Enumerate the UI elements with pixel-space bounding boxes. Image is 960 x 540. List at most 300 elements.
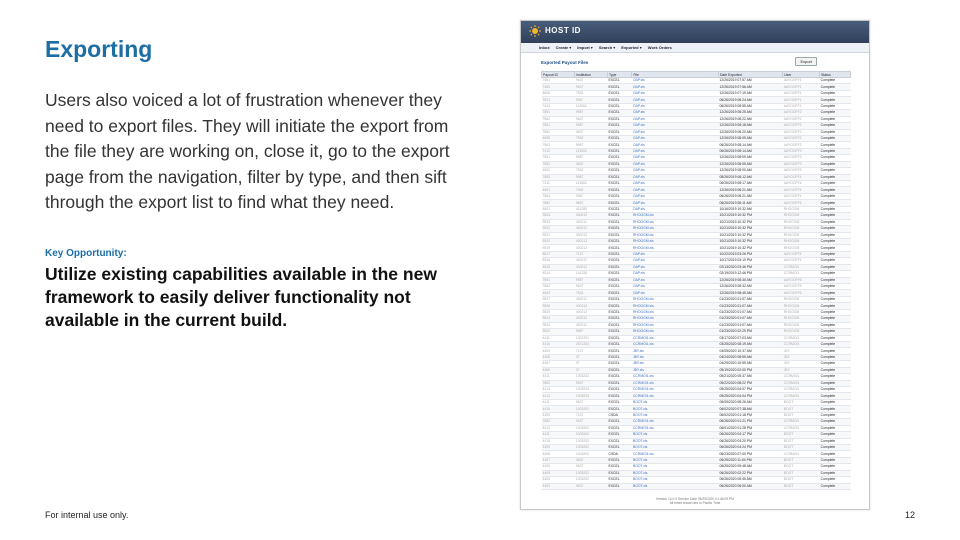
table-cell: 1003202 (575, 438, 608, 444)
table-cell[interactable]: OAP.xls (632, 155, 719, 161)
table-cell: Complete (820, 412, 851, 418)
table-cell: Complete (820, 303, 851, 309)
table-cell: 9520 (542, 238, 575, 244)
table-cell: 1002201 (575, 335, 608, 341)
table-cell: BOOT (783, 464, 820, 470)
table-cell[interactable]: BOOT.xls (632, 432, 719, 438)
table-cell: EXCEL (608, 213, 632, 219)
table-cell: EXCEL (608, 470, 632, 476)
table-cell[interactable]: RHOGGM.xls (632, 219, 719, 225)
table-cell: 4411 (542, 399, 575, 405)
table-cell: RHOGGM (783, 219, 820, 225)
table-cell: AAYOOFF2 (783, 110, 820, 116)
table-cell: EXCEL (608, 97, 632, 103)
table-cell: 4413 (542, 387, 575, 393)
table-cell[interactable]: OAP.xls (632, 97, 719, 103)
table-cell[interactable]: RHOGGM.xls (632, 322, 719, 328)
table-cell: 7532 (575, 90, 608, 96)
table-cell: 9637 (575, 78, 608, 84)
table-cell: AAYOOFF2 (783, 116, 820, 122)
table-cell: 4403 (542, 483, 575, 489)
table-cell: Complete (820, 213, 851, 219)
table-cell: BOOT (783, 432, 820, 438)
table-cell: 06/26/2019 08:55 AM (718, 103, 782, 109)
table-cell: 12/26/2019 08:45 AM (718, 290, 782, 296)
column-header[interactable]: Institution (575, 72, 608, 78)
table-cell: 7411 (542, 181, 575, 187)
table-cell[interactable]: OAP.xls (632, 78, 719, 84)
table-cell: Complete (820, 348, 851, 354)
table-cell: 06/26/2019 08:17 AM (718, 181, 782, 187)
table-cell: CCRMOI1 (783, 264, 820, 270)
table-cell: Complete (820, 84, 851, 90)
export-button[interactable]: Export (795, 57, 817, 66)
table-cell: 400212 (575, 322, 608, 328)
table-cell: 06/26/2019 08:14 AM (718, 148, 782, 154)
table-cell: 01/23/2020 01:07 AM (718, 296, 782, 302)
table-cell: 4601 (542, 187, 575, 193)
table-cell: EXCEL (608, 245, 632, 251)
key-opportunity-text: Utilize existing capabilities available in the new framework to easily deliver functionality not available in the current build. (45, 264, 437, 330)
table-cell: 4407 (542, 457, 575, 463)
table-cell[interactable]: JBY.xls (632, 354, 719, 360)
sun-logo-icon (529, 25, 541, 37)
screenshot-footer (521, 497, 869, 505)
table-cell[interactable]: OAP.xls (632, 129, 719, 135)
table-cell: 7863 (542, 193, 575, 199)
table-cell: Complete (820, 361, 851, 367)
table-cell: Complete (820, 219, 851, 225)
export-page-screenshot (520, 20, 870, 510)
table-cell: RHOGGM (783, 303, 820, 309)
table-cell: 4405 (542, 470, 575, 476)
table-cell: AAYOOFF3 (783, 142, 820, 148)
table-cell: 400212 (575, 264, 608, 270)
table-cell: EXCEL (608, 200, 632, 206)
table-cell: 06/26/2019 08:24 AM (718, 97, 782, 103)
table-cell: 12/26/2019 08:22 AM (718, 116, 782, 122)
table-cell: 400212 (575, 226, 608, 232)
table-cell: 06/26/2020 04:24 PM (718, 444, 782, 450)
table-cell: 06/26/2019 08:21 AM (718, 193, 782, 199)
table-cell: JBY (783, 361, 820, 367)
nav-import[interactable]: Import ▾ (577, 45, 593, 50)
table-cell[interactable]: OAP.xls (632, 142, 719, 148)
table-cell[interactable]: CCRMOI1.xls (632, 335, 719, 341)
table-cell: EXCEL (608, 116, 632, 122)
table-cell: 9524 (542, 213, 575, 219)
table-cell: 8516 (542, 258, 575, 264)
table-cell: 01/23/2020 01:07 AM (718, 309, 782, 315)
table-cell: 9637 (575, 483, 608, 489)
table-cell: BOOT (783, 457, 820, 463)
table-cell: 12/26/2019 08:32 AM (718, 284, 782, 290)
column-header[interactable]: File (632, 72, 719, 78)
table-cell: Complete (820, 97, 851, 103)
table-cell[interactable]: JBY.xls (632, 361, 719, 367)
table-cell[interactable]: BOOT.xls (632, 457, 719, 463)
table-cell: Complete (820, 161, 851, 167)
table-cell: 4410 (542, 438, 575, 444)
table-cell: Complete (820, 387, 851, 393)
table-cell: CCRMOI1 (783, 425, 820, 431)
table-cell: RHOGGM (783, 226, 820, 232)
table-cell: Complete (820, 464, 851, 470)
table-cell[interactable]: BOOT.xls (632, 477, 719, 483)
table-cell: 4406 (542, 367, 575, 373)
table-cell: RHOGGM (783, 322, 820, 328)
table-cell: 9637 (575, 399, 608, 405)
table-cell: EXCEL (608, 354, 632, 360)
table-cell[interactable]: OAP.xls (632, 290, 719, 296)
column-header[interactable]: Type (608, 72, 632, 78)
table-cell[interactable]: BOOT.xls (632, 399, 719, 405)
nav-search[interactable]: Search ▾ (598, 45, 616, 50)
table-cell: 06/25/2020 11:04 PM (718, 457, 782, 463)
table-cell: 4409 (542, 348, 575, 354)
table-cell: 7461 (542, 78, 575, 84)
table-cell[interactable]: OAP.xls (632, 148, 719, 154)
column-header[interactable]: User (783, 72, 820, 78)
table-cell: 9987 (575, 97, 608, 103)
table-cell[interactable]: RHOGGM.xls (632, 303, 719, 309)
table-cell[interactable]: OAP.xls (632, 90, 719, 96)
table-cell[interactable]: OAP.xls (632, 271, 719, 277)
table-cell: EXCEL (608, 142, 632, 148)
table-cell: RHOGGM (783, 309, 820, 315)
table-cell: Complete (820, 232, 851, 238)
table-cell: 4412 (542, 425, 575, 431)
table-cell: RHOGGM (783, 316, 820, 322)
table-cell: AAYOOFF2 (783, 129, 820, 135)
table-cell: EXCEL (608, 419, 632, 425)
table-cell: 06/05/2020 08:26 AM (718, 399, 782, 405)
table-cell: BOOT (783, 399, 820, 405)
table-cell: AAYOOFF5 (783, 277, 820, 283)
table-cell: 06/26/2020 06:00 AM (718, 483, 782, 489)
table-cell: 7862 (542, 380, 575, 386)
table-cell[interactable]: CCRMOI1.xls (632, 451, 719, 457)
table-cell: EXCEL (608, 148, 632, 154)
table-cell: Complete (820, 116, 851, 122)
table-cell[interactable]: OAP.xls (632, 258, 719, 264)
table-cell: AAYOOFF1 (783, 84, 820, 90)
table-cell: EXCEL (608, 374, 632, 380)
table-cell: RHOGGM (783, 296, 820, 302)
table-cell: 9987 (575, 110, 608, 116)
table-cell: Complete (820, 168, 851, 174)
table-cell: 7851 (542, 155, 575, 161)
table-cell[interactable]: BOOT.xls (632, 483, 719, 489)
table-cell: BOOT (783, 477, 820, 483)
nav-inbox[interactable]: Inbox (539, 45, 550, 50)
table-cell: 06/26/2020 04:17 PM (718, 432, 782, 438)
table-cell[interactable]: OAP.xls (632, 264, 719, 270)
table-cell: CCRMOI1 (783, 387, 820, 393)
table-cell: 01/23/2020 01:07 AM (718, 316, 782, 322)
table-cell: 06/26/2020 05:45 AM (718, 477, 782, 483)
table-cell: 9526 (542, 303, 575, 309)
table-cell: 7862 (542, 200, 575, 206)
table-cell: AAYOOFF3 (783, 161, 820, 167)
footer-disclaimer: For internal use only. (45, 510, 129, 520)
table-cell: RHOGGM (783, 232, 820, 238)
table-cell: EXCEL (608, 219, 632, 225)
table-cell[interactable]: RHOGGM.xls (632, 213, 719, 219)
column-header[interactable]: Status (820, 72, 851, 78)
table-cell: EXCEL (608, 90, 632, 96)
table-cell: 1003203 (575, 393, 608, 399)
table-cell: 7412 (542, 148, 575, 154)
table-cell: CCRMOI1 (783, 374, 820, 380)
table-cell: EXCEL (608, 296, 632, 302)
table-cell[interactable]: BOOT.xls (632, 464, 719, 470)
table-cell[interactable]: RHOGGM.xls (632, 226, 719, 232)
table-cell[interactable]: RHOGGM.xls (632, 245, 719, 251)
table-cell: 7861 (542, 123, 575, 129)
table-cell: RHOGGM (783, 213, 820, 219)
table-cell[interactable]: OAP.xls (632, 123, 719, 129)
table-cell: EXCEL (608, 477, 632, 483)
table-cell: Complete (820, 290, 851, 296)
table-cell: 9524 (542, 316, 575, 322)
table-cell: CCRMOI1 (783, 335, 820, 341)
table-cell[interactable]: OAP.xls (632, 103, 719, 109)
table-cell: AAYOOFF5 (783, 290, 820, 296)
table-cell: 10/21/2019 10:32 PM (718, 232, 782, 238)
table-cell: CCRMOI1 (783, 419, 820, 425)
table-cell: Complete (820, 206, 851, 212)
table-cell: 12/26/2019 08:05 AM (718, 161, 782, 167)
table-cell: AAYOOFF1 (783, 90, 820, 96)
table-cell: Complete (820, 470, 851, 476)
table-cell: 7532 (575, 290, 608, 296)
table-cell[interactable]: RHOGGM.xls (632, 329, 719, 335)
table-cell: EXCEL (608, 168, 632, 174)
table-cell: Complete (820, 438, 851, 444)
table-cell: 10/16/2019 10:32 AM (718, 206, 782, 212)
nav-work-orders[interactable]: Work Orders (647, 45, 672, 50)
table-cell[interactable]: CCRMOI1.xls (632, 387, 719, 393)
table-cell: Complete (820, 393, 851, 399)
nav-exported[interactable]: Exported ▾ (621, 45, 642, 50)
table-cell[interactable]: OAP.xls (632, 193, 719, 199)
table-cell: CSDA (608, 412, 632, 418)
table-cell: Complete (820, 296, 851, 302)
table-cell[interactable]: OAP.xls (632, 110, 719, 116)
table-cell: 9523 (542, 219, 575, 225)
table-cell: 9521 (542, 232, 575, 238)
table-cell: EXCEL (608, 322, 632, 328)
table-cell: 12/26/2019 08:09 AM (718, 155, 782, 161)
table-cell: EXCEL (608, 187, 632, 193)
table-cell: EXCEL (608, 329, 632, 335)
table-cell: Complete (820, 258, 851, 264)
column-header[interactable]: Date Exported (718, 72, 782, 78)
table-cell: Complete (820, 200, 851, 206)
table-cell: Complete (820, 316, 851, 322)
table-cell: 9637 (575, 284, 608, 290)
table-cell: 1003202 (575, 451, 608, 457)
table-cell: 06/26/2020 02:22 PM (718, 470, 782, 476)
table-cell: 9987 (575, 174, 608, 180)
table-cell: Complete (820, 110, 851, 116)
table-cell[interactable]: BOOT.xls (632, 412, 719, 418)
table-cell: 10/21/2019 10:32 PM (718, 238, 782, 244)
table-cell[interactable]: RHOGGM.xls (632, 296, 719, 302)
table-cell: 9525 (542, 309, 575, 315)
table-cell: 7862 (542, 419, 575, 425)
table-cell: AAYOOFF1 (783, 78, 820, 84)
table-cell[interactable]: OAP.xls (632, 284, 719, 290)
table-cell[interactable]: OAP.xls (632, 168, 719, 174)
table-cell: EXCEL (608, 361, 632, 367)
table-cell[interactable]: OAP.xls (632, 187, 719, 193)
page-number: 12 (905, 510, 916, 520)
table-cell: EXCEL (608, 206, 632, 212)
table-cell: 2571201 (575, 341, 608, 347)
table-cell: 4408 (542, 354, 575, 360)
table-cell: Complete (820, 432, 851, 438)
table-cell: 04/05/2020 10:37 AM (718, 348, 782, 354)
table-cell: 9987 (575, 123, 608, 129)
table-cell: 7821 (542, 97, 575, 103)
table-cell: EXCEL (608, 123, 632, 129)
table-cell: EXCEL (608, 290, 632, 296)
table-cell[interactable]: OAP.xls (632, 251, 719, 257)
table-cell[interactable]: RHOGGM.xls (632, 309, 719, 315)
table-cell: 400212 (575, 309, 608, 315)
table-cell: AAYOOFF5 (783, 200, 820, 206)
table-cell: AAYOOFF4 (783, 187, 820, 193)
table-cell: BOOT (783, 406, 820, 412)
table-cell: 7532 (575, 135, 608, 141)
table-cell: 12/26/2019 08:25 AM (718, 110, 782, 116)
table-cell[interactable]: RHOGGM.xls (632, 316, 719, 322)
table-cell: 4404 (542, 477, 575, 483)
table-cell: EXCEL (608, 367, 632, 373)
table-cell: 04/29/2020 10:55 AM (718, 361, 782, 367)
table-cell: 9987 (575, 329, 608, 335)
table-cell: AAYOOFF3 (783, 155, 820, 161)
app-header (521, 21, 869, 43)
table-cell: Complete (820, 193, 851, 199)
table-cell[interactable]: OAP.xls (632, 116, 719, 122)
table-cell[interactable]: RHOGGM.xls (632, 238, 719, 244)
table-cell: 01/23/2020 01:07 AM (718, 303, 782, 309)
table-cell: EXCEL (608, 406, 632, 412)
table-cell[interactable]: CCRMOI1.xls (632, 419, 719, 425)
table-cell[interactable]: JBY.xls (632, 348, 719, 354)
table-cell: Complete (820, 123, 851, 129)
table-cell: 9987 (575, 155, 608, 161)
table-cell[interactable]: BOOT.xls (632, 438, 719, 444)
table-cell: EXCEL (608, 432, 632, 438)
table-cell: CCRMOI1 (783, 451, 820, 457)
table-cell: CCRMOI1 (783, 380, 820, 386)
table-cell[interactable]: CCRMOI1.xls (632, 393, 719, 399)
table-cell: 1003202 (575, 406, 608, 412)
table-cell: 4409 (542, 412, 575, 418)
table-cell: AAYOOFF4 (783, 193, 820, 199)
table-cell: 12/26/2019 07:57 AM (718, 78, 782, 84)
table-cell: 06/02/2020 07:38 AM (718, 406, 782, 412)
app-nav-bar (521, 43, 869, 53)
table-cell: Complete (820, 148, 851, 154)
table-cell: 1003202 (575, 374, 608, 380)
table-cell: AAYOOFF3 (783, 168, 820, 174)
table-cell: BOOT (783, 444, 820, 450)
page-title: Exported Payout Files (541, 60, 589, 65)
table-cell[interactable]: OAP.xls (632, 206, 719, 212)
column-header[interactable]: Payout ID (542, 72, 575, 78)
table-cell[interactable]: RHOGGM.xls (632, 232, 719, 238)
table-cell: Complete (820, 174, 851, 180)
table-cell: 4606 (542, 90, 575, 96)
table-cell[interactable]: OAP.xls (632, 161, 719, 167)
table-cell: 7863 (542, 142, 575, 148)
table-cell: 400212 (575, 296, 608, 302)
table-cell: 01/23/2020 01:07 AM (718, 322, 782, 328)
table-cell: 06/25/2020 05:48 AM (718, 464, 782, 470)
table-cell: Complete (820, 406, 851, 412)
table-cell: 1003203 (575, 387, 608, 393)
table-cell: AAYOOFF2 (783, 135, 820, 141)
table-cell: 400212 (575, 303, 608, 309)
table-cell: EXCEL (608, 251, 632, 257)
table-cell[interactable]: BOOT.xls (632, 406, 719, 412)
table-cell: EXCEL (608, 425, 632, 431)
table-cell[interactable]: JBY.xls (632, 367, 719, 373)
table-cell: EXCEL (608, 348, 632, 354)
table-cell: 400212 (575, 213, 608, 219)
table-cell[interactable]: BOOT.xls (632, 444, 719, 450)
table-cell: 4515 (542, 264, 575, 270)
table-cell[interactable]: CCRMOI1.xls (632, 380, 719, 386)
nav-create[interactable]: Create ▾ (555, 45, 572, 50)
table-cell: 02/19/2019 12:46 PM (718, 271, 782, 277)
table-cell: JBY (783, 354, 820, 360)
table-cell: 7852 (542, 161, 575, 167)
table-cell[interactable]: OAP.xls (632, 84, 719, 90)
table-cell[interactable]: OAP.xls (632, 277, 719, 283)
table-cell: BOOT (783, 470, 820, 476)
table-cell[interactable]: OAP.xls (632, 174, 719, 180)
table-cell: EXCEL (608, 129, 632, 135)
table-cell[interactable]: OAP.xls (632, 181, 719, 187)
table-cell: 9523 (542, 322, 575, 328)
table-cell: EXCEL (608, 309, 632, 315)
table-cell: EXCEL (608, 103, 632, 109)
table-cell[interactable]: OAP.xls (632, 200, 719, 206)
table-cell: Complete (820, 451, 851, 457)
table-cell[interactable]: CCRMOI1.xls (632, 374, 719, 380)
table-cell: 1003202 (575, 477, 608, 483)
table-cell: 7532 (575, 187, 608, 193)
table-cell[interactable]: OAP.xls (632, 135, 719, 141)
table-cell: EXCEL (608, 380, 632, 386)
table-cell: 12/26/2019 08:09 AM (718, 135, 782, 141)
table-cell[interactable]: CCRMOI1.xls (632, 341, 719, 347)
table-cell[interactable]: CCRMOI1.xls (632, 425, 719, 431)
table-cell[interactable]: BOOT.xls (632, 470, 719, 476)
table-cell: Complete (820, 78, 851, 84)
table-cell: 7853 (542, 174, 575, 180)
table-cell: AAYOOFF4 (783, 251, 820, 257)
table-cell: 02/13/2020 03:46 PM (718, 264, 782, 270)
table-cell: 7460 (542, 84, 575, 90)
table-cell: Complete (820, 129, 851, 135)
